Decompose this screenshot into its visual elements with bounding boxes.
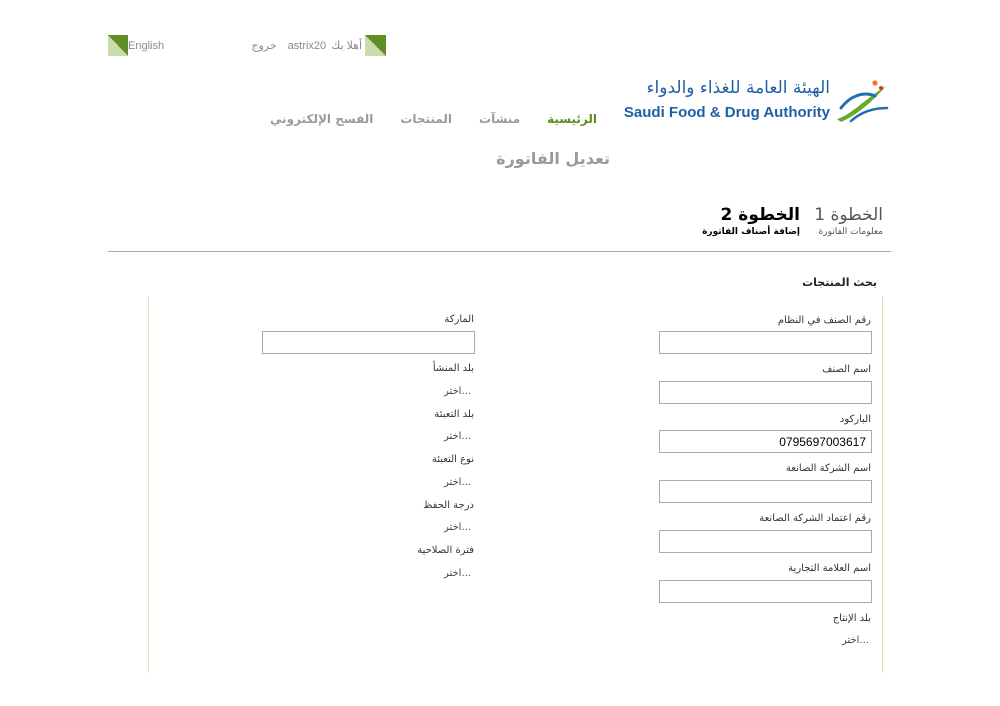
step-1-subtitle: معلومات الفاتورة [818,227,883,237]
production-country-select[interactable]: اختر... [841,635,869,646]
logo-english-text[interactable]: Saudi Food & Drug Authority [623,104,830,121]
item-name-label: اسم الصنف [822,364,871,375]
username-text: astrix20 [287,40,327,52]
item-system-number-label: رقم الصنف في النظام [777,315,871,326]
page-title: تعديل الفاتورة [496,149,610,168]
logo-arabic-text[interactable]: الهيئة العامة للغذاء والدواء [646,78,830,98]
step-1-title[interactable]: الخطوة 1 [814,205,883,225]
sfda-logo-mark-icon[interactable] [835,77,889,123]
step-2-title: الخطوة 2 [720,205,800,225]
packing-country-select[interactable]: اختر... [443,431,471,442]
manufacturer-approval-number-label: رقم اعتماد الشركة الصانعة [759,513,871,524]
manufacturer-name-label: اسم الشركة الصانعة [785,463,871,474]
brand-input[interactable] [262,331,475,354]
manufacturer-approval-number-input[interactable] [659,530,872,553]
nav-item-home[interactable]: الرئيسية [547,112,597,126]
step-2-subtitle: إضافة أصناف الفاتورة [702,227,800,237]
nav-item-e-clearance[interactable]: الفسح الإلكتروني [270,112,374,126]
user-bar [251,40,362,52]
packing-country-label: بلد التعبئة [434,409,474,420]
logout-link[interactable]: خروج [251,40,277,52]
barcode-input[interactable] [659,430,872,453]
corner-leaf-icon [108,35,128,56]
brand-label: الماركة [444,314,474,325]
storage-temperature-label: درجة الحفظ [423,500,474,511]
production-country-label: بلد الإنتاج [832,613,871,624]
shelf-life-label: فترة الصلاحية [417,545,474,556]
manufacturer-name-input[interactable] [659,480,872,503]
trademark-name-input[interactable] [659,580,872,603]
packing-type-select[interactable]: اختر... [443,477,471,488]
item-system-number-input[interactable] [659,331,872,354]
greeting-text: أهلا بك [331,40,362,52]
english-language-link[interactable]: English [128,40,165,52]
shelf-life-select[interactable]: اختر... [443,568,471,579]
trademark-name-label: اسم العلامة التجارية [788,563,871,574]
main-nav [270,112,597,126]
origin-country-select[interactable]: اختر... [443,386,471,397]
corner-leaf-icon [365,35,386,56]
nav-item-establishments[interactable]: منشآت [479,112,521,126]
divider [108,251,891,252]
storage-temperature-select[interactable]: اختر... [443,522,471,533]
search-products-heading: بحث المنتجات [802,276,877,289]
barcode-label: الباركود [839,414,871,425]
origin-country-label: بلد المنشأ [432,363,474,374]
nav-item-products[interactable]: المنتجات [400,112,453,126]
item-name-input[interactable] [659,381,872,404]
packing-type-label: نوع التعبئة [431,454,474,465]
